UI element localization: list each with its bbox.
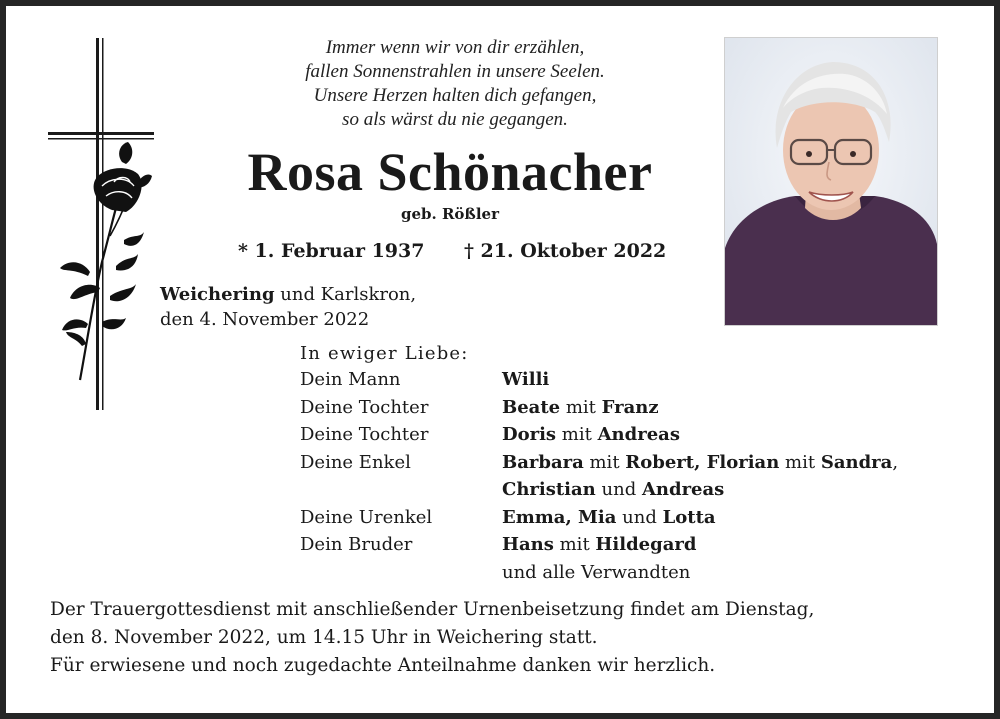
relative-connector: mit: [556, 424, 598, 445]
service-line: den 8. November 2022, um 14.15 Uhr in Weichering statt.: [50, 627, 598, 648]
relative-connector: und: [616, 507, 663, 528]
relative-name: Beate: [502, 397, 561, 418]
poem-line: Immer wenn wir von dir erzählen,: [325, 37, 585, 58]
life-dates: [238, 240, 668, 262]
relative-connector: mit: [553, 534, 596, 555]
relative-role: Deine Tochter: [300, 424, 429, 445]
thanks-line: Für erwiesene und noch zugedachte Anteilnahme danken wir herzlich.: [50, 655, 716, 676]
poem-line: so als wärst du nie gegangen.: [342, 109, 568, 130]
relative-names: [502, 424, 680, 445]
relative-name: Sandra: [820, 452, 893, 473]
relative-role: Dein Mann: [300, 369, 401, 390]
relative-connector: mit: [560, 397, 602, 418]
relative-names: [502, 479, 724, 500]
relative-connector: mit: [779, 452, 821, 473]
death-date: † 21. Oktober 2022: [464, 240, 667, 262]
poem-line: fallen Sonnenstrahlen in unsere Seelen.: [305, 61, 605, 82]
deceased-name: Rosa Schönacher: [247, 142, 653, 202]
relative-names: [502, 397, 659, 418]
relative-name: Andreas: [597, 424, 680, 445]
relative-role: Deine Enkel: [300, 452, 411, 473]
relative-name: Andreas: [641, 479, 725, 500]
relative-connector: ,: [892, 452, 899, 473]
relative-name: Franz: [601, 397, 659, 418]
relative-connector: und: [595, 479, 642, 500]
cross-with-rose-icon: [40, 36, 170, 416]
place-rest: und Karlskron,: [274, 284, 417, 305]
relative-name: Willi: [502, 369, 550, 390]
place-line: [160, 282, 560, 307]
relatives-heading: In ewiger Liebe:: [300, 343, 469, 364]
relative-role: Deine Urenkel: [300, 507, 433, 528]
relative-names: [502, 562, 690, 583]
birth-name: geb. Rößler: [401, 205, 499, 223]
service-line: Der Trauergottesdienst mit anschließender Urnenbeisetzung findet am Dienstag,: [50, 599, 815, 620]
relative-names: [502, 507, 716, 528]
relative-name: Hildegard: [595, 534, 697, 555]
relative-connector: und alle Verwandten: [502, 562, 691, 583]
relative-name: Christian: [502, 479, 596, 500]
relative-names: [502, 534, 696, 555]
service-notice: [50, 596, 960, 680]
notice-date: den 4. November 2022: [160, 309, 370, 330]
relative-names: [502, 369, 549, 390]
relative-connector: mit: [583, 452, 626, 473]
relative-name: Lotta: [662, 507, 716, 528]
place-town: Weichering: [160, 284, 275, 305]
birth-date: * 1. Februar 1937: [238, 240, 425, 262]
poem: [230, 36, 680, 132]
relative-names: [502, 452, 898, 473]
relative-name: Hans: [502, 534, 554, 555]
relative-role: Dein Bruder: [300, 534, 413, 555]
portrait-photo: [724, 37, 938, 326]
relative-name: Robert, Florian: [625, 452, 780, 473]
relative-name: Doris: [502, 424, 557, 445]
place-and-date: [160, 282, 560, 332]
relative-name: Emma, Mia: [502, 507, 617, 528]
poem-line: Unsere Herzen halten dich gefangen,: [313, 85, 597, 106]
relative-name: Barbara: [502, 452, 584, 473]
relative-role: Deine Tochter: [300, 397, 429, 418]
